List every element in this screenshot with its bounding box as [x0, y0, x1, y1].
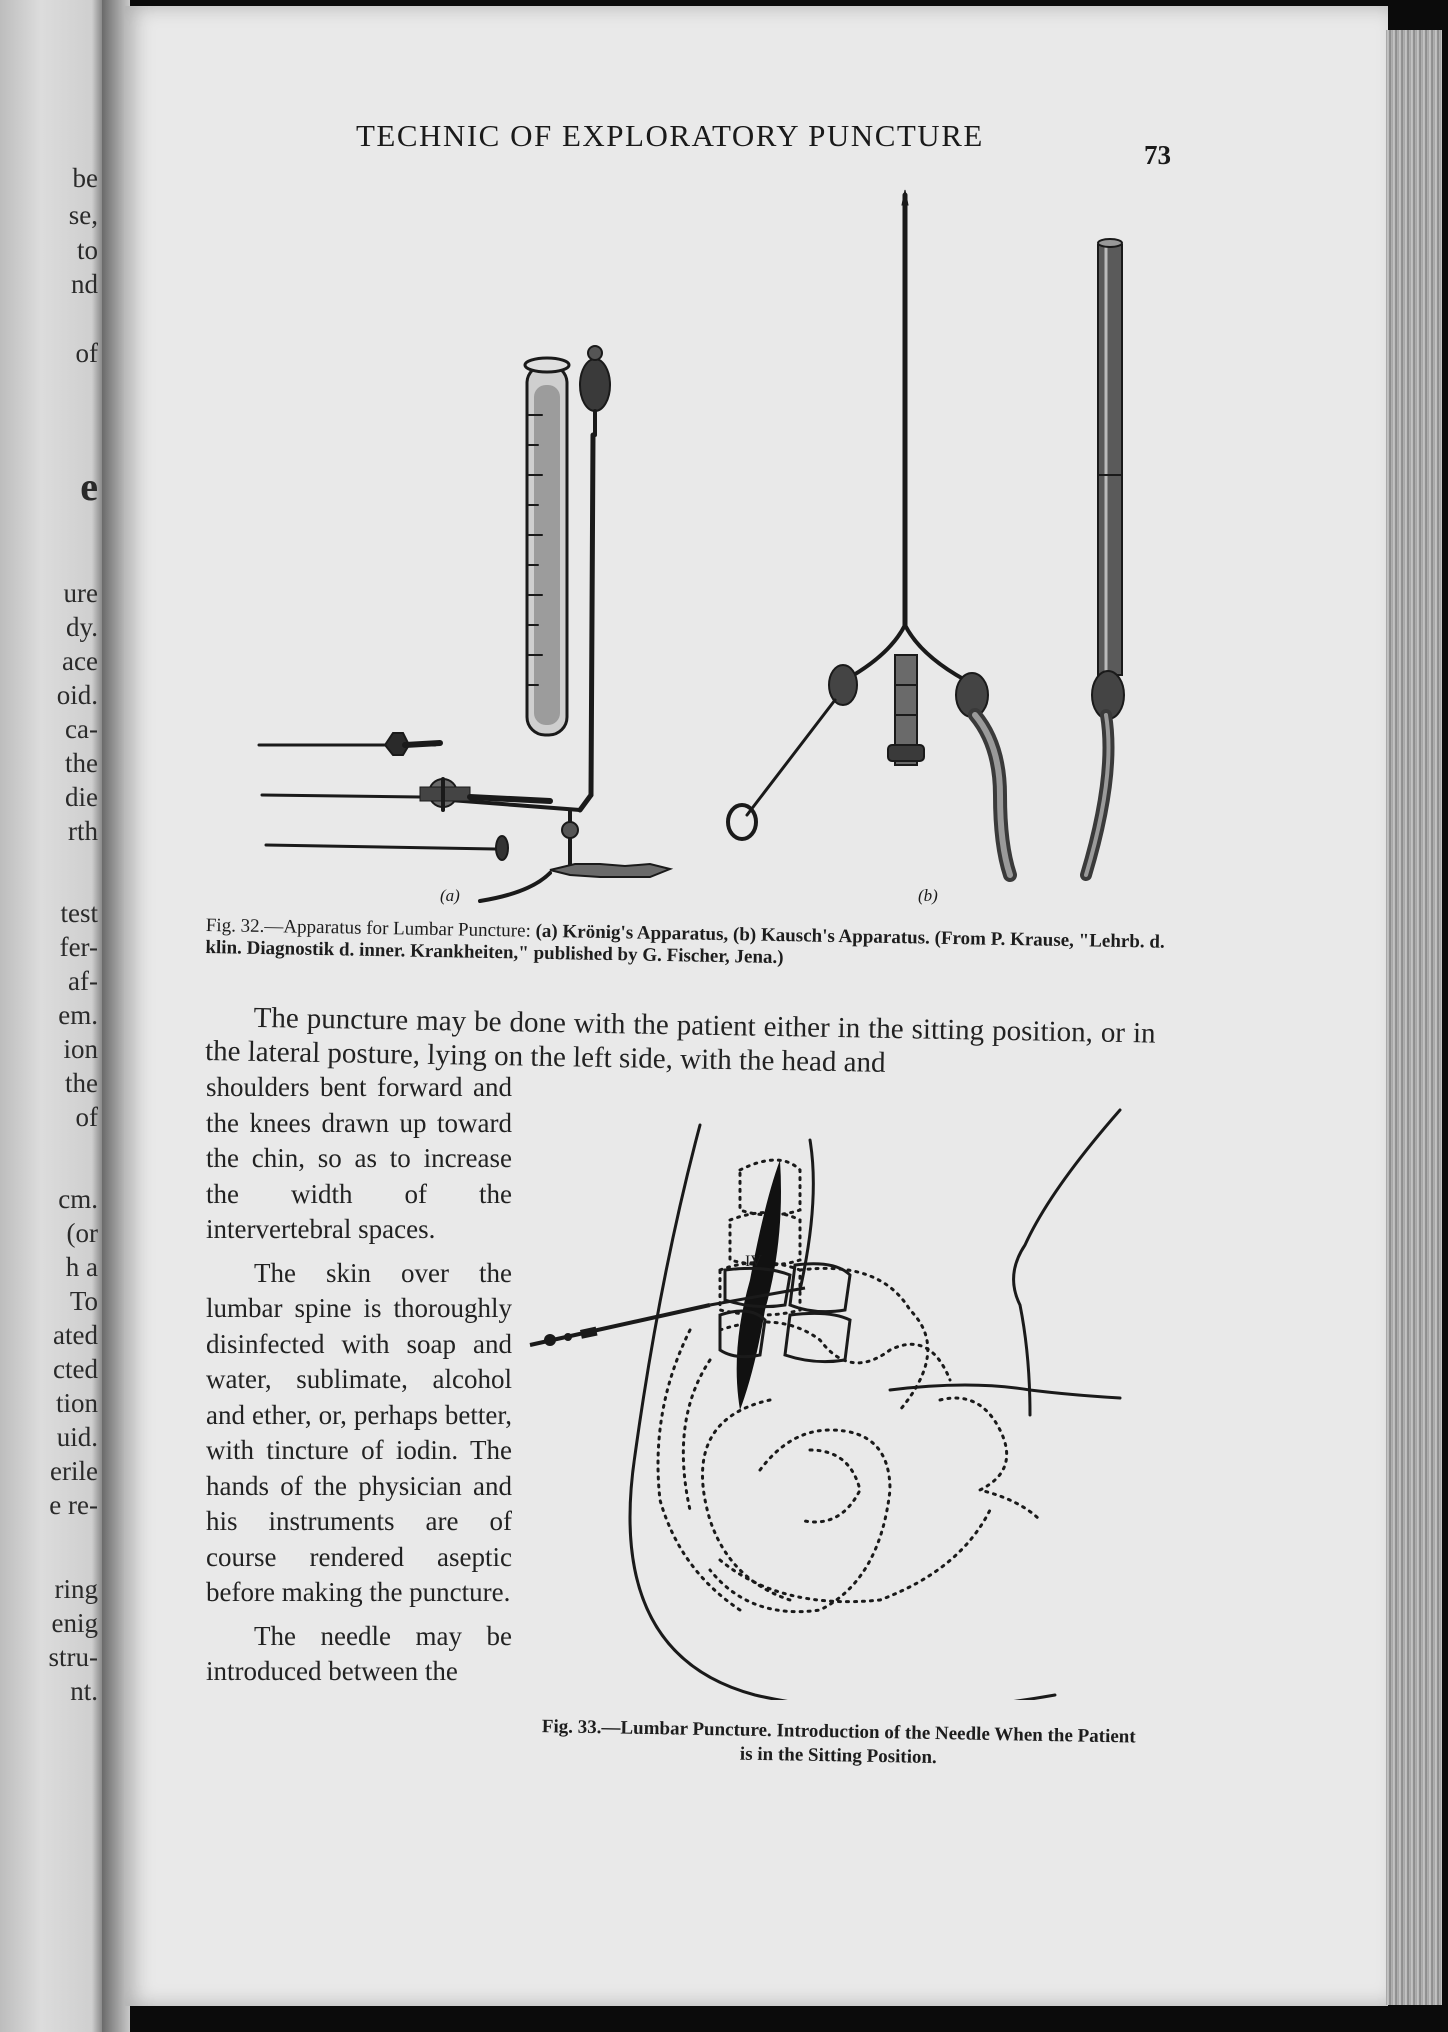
facing-page-fragment: die	[65, 782, 98, 812]
facing-page-fragment: af-	[68, 966, 98, 996]
facing-page-fragment: h a	[65, 1252, 98, 1282]
facing-page-fragment: ure	[63, 578, 98, 608]
facing-page-fragment: of	[75, 338, 98, 368]
facing-page-fragment: rth	[68, 816, 98, 846]
body-column	[206, 1070, 512, 1690]
running-head: TECHNIC OF EXPLORATORY PUNCTURE	[356, 118, 984, 153]
facing-page-fragment: the	[65, 748, 98, 778]
facing-page-fragment: be	[72, 163, 98, 193]
facing-page-fragment: ace	[62, 646, 98, 676]
facing-page-fragment: em.	[58, 1000, 98, 1030]
facing-page-fragment: test	[60, 898, 98, 928]
facing-page-fragment: the	[65, 1068, 98, 1098]
facing-page-fragment: enig	[51, 1608, 98, 1638]
facing-page-fragment: e	[80, 464, 98, 509]
facing-page-fragment: dy.	[66, 612, 98, 642]
paragraph-2: The skin over the lumbar spine is thoroughly disinfected with soap and water, sublimate, alcohol and ether, or, perhaps better, with tincture of iodin. The hands of the physician and his instruments are of course rendered aseptic before making the puncture.	[206, 1257, 512, 1607]
facing-page-fragment: nt.	[70, 1676, 98, 1706]
facing-page-fragment: erile	[50, 1456, 98, 1486]
facing-page-fragment: e re-	[49, 1490, 98, 1520]
facing-page-fragment: (or	[66, 1218, 98, 1248]
facing-page-fragment: ated	[53, 1320, 98, 1350]
vertebra-label: IV	[745, 1253, 762, 1270]
facing-page	[0, 0, 102, 2032]
page-edges	[1386, 30, 1442, 2005]
figure-32-label-a: (a)	[440, 886, 460, 905]
facing-page-fragment: oid.	[56, 680, 98, 710]
page-number: 73	[1144, 140, 1171, 170]
paragraph-3: The needle may be introduced between the	[206, 1620, 512, 1686]
facing-page-fragment: stru-	[48, 1642, 98, 1672]
facing-page-text	[0, 0, 102, 2032]
figure-33-caption: Fig. 33.—Lumbar Puncture. Introduction of the Needle When the Patient is in the Sitting Position.	[541, 1716, 1136, 1769]
facing-page-fragment: tion	[55, 1388, 98, 1418]
facing-page-fragment: cted	[53, 1354, 98, 1384]
paragraph-1-wide: The puncture may be done with the patient either in the sitting position, or in the lateral posture, lying on the left side, with the head and	[204, 1001, 1156, 1079]
figure-32-label-b: (b)	[918, 886, 938, 905]
facing-page-fragment: To	[69, 1286, 98, 1316]
facing-page-fragment: of	[75, 1102, 98, 1132]
facing-page-fragment: cm.	[58, 1184, 98, 1214]
paragraph-1-continued: shoulders bent forward and the knees drawn up toward the chin, so as to increase the width of the intervertebral spaces.	[206, 1072, 512, 1244]
facing-page-fragment: ca-	[65, 714, 98, 744]
figure-33-illustration	[520, 1100, 1160, 1700]
facing-page-fragment: ring	[54, 1574, 98, 1604]
facing-page-fragment: uid.	[56, 1422, 98, 1452]
facing-page-fragment: nd	[71, 269, 98, 299]
figure-32-caption-label: Fig. 32.—Apparatus for Lumbar Puncture:	[205, 915, 532, 942]
facing-page-fragment: se,	[68, 200, 98, 230]
figure-32-caption-text: (a) Krönig's Apparatus, (b) Kausch's Apparatus. (From P. Krause, "Lehrb. d. klin. Diagnostik d. inner. Krankheiten," published by G. Fischer, Jena.)	[205, 920, 1165, 969]
facing-page-fragment: to	[76, 235, 98, 265]
facing-page-fragment: fer-	[59, 932, 98, 962]
figure-32-illustration	[250, 185, 1170, 905]
facing-page-fragment: ion	[63, 1034, 98, 1064]
